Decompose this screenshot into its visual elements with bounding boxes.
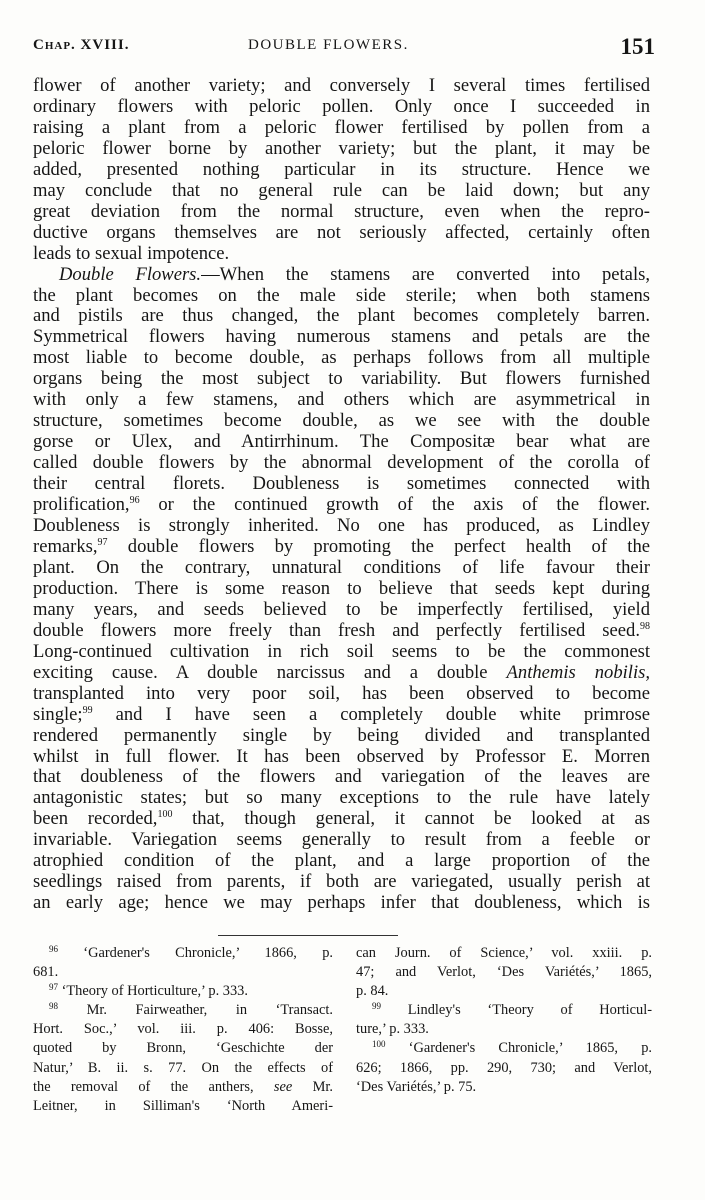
- text-line: an early age; hence we may perhaps infer that doubleness, which is: [33, 892, 650, 914]
- text-fragment: prolification,: [33, 494, 130, 516]
- footnote-line: 47; and Verlot, ‘Des Variétés,’ 1865,: [356, 964, 652, 981]
- text-line: [33, 265, 650, 286]
- text-line: their central florets. Doubleness is sometimes connected with: [33, 473, 650, 495]
- text-fragment: see: [273, 1078, 293, 1095]
- footnote-line: [33, 982, 333, 1001]
- text-line: antagonistic states; but so many exceptions to the rule have lately: [33, 787, 650, 809]
- text-line: [33, 621, 650, 642]
- footnote-line: Leitner, in Silliman's ‘North Ameri-: [33, 1097, 333, 1114]
- footnote-line: 681.: [33, 964, 59, 981]
- footnote-line: ture,’ p. 333.: [356, 1021, 429, 1038]
- text-line: ordinary flowers with peloric pollen. Only once I succeeded in: [33, 95, 650, 117]
- text-fragment: and I have seen a completely double white primrose: [92, 703, 650, 725]
- text-line: with only a few stamens, and others which are asymmetrical in: [33, 389, 650, 411]
- chapter-label: Chap. XVIII.: [33, 37, 130, 53]
- footnote-line: Hort. Soc.,’ vol. iii. p. 406: Bosse,: [33, 1021, 333, 1038]
- text-line: the plant becomes on the male side sterile; when both stamens: [33, 284, 650, 306]
- footnote-line: can Journ. of Science,’ vol. xxiii. p.: [356, 945, 652, 961]
- footnote-ref: 96: [129, 495, 140, 507]
- section-heading: Double Flowers.: [59, 263, 202, 285]
- text-fragment: or the continued growth of the axis of the flower.: [139, 494, 650, 516]
- footnote-ref: 97: [97, 536, 108, 548]
- text-fragment: —When the stamens are converted into petals,: [201, 263, 650, 285]
- text-line: ductive organs themselves are not seriously affected, certainly often: [33, 221, 650, 243]
- text-line: that doubleness of the flowers and variegation of the leaves are: [33, 766, 650, 788]
- text-line: seedlings raised from parents, if both are variegated, usually perish at: [33, 871, 650, 893]
- text-line: great deviation from the normal structure, even when the repro-: [33, 200, 650, 222]
- text-fragment: the removal of the anthers,: [33, 1078, 274, 1095]
- text-fragment: remarks,: [33, 535, 98, 557]
- footnote-number: 99: [372, 1001, 381, 1012]
- footnote-line: [356, 1001, 652, 1020]
- footnotes-left-column: [33, 944, 333, 1116]
- text-line: called double flowers by the abnormal development of the corolla of: [33, 452, 650, 474]
- text-fragment: that, though general, it cannot be looked at as: [172, 808, 650, 830]
- text-line: [33, 809, 650, 830]
- page-number: 151: [620, 34, 655, 59]
- footnote-line: quoted by Bronn, ‘Geschichte der: [33, 1040, 333, 1057]
- text-fragment: Lindley's ‘Theory of Horticul-: [381, 1002, 652, 1019]
- footnote-line: [33, 1078, 333, 1097]
- footnote-number: 96: [49, 944, 58, 954]
- text-fragment: ‘Gardener's Chronicle,’ 1866, p.: [58, 945, 333, 961]
- footnote-line: [33, 944, 333, 963]
- footnote-number: 100: [372, 1039, 386, 1050]
- text-line: raising a plant from a peloric flower fertilised by pollen from a: [33, 116, 650, 138]
- running-header: [33, 34, 655, 68]
- text-line: [33, 537, 650, 558]
- text-fragment: single;: [33, 703, 83, 725]
- footnotes-right-column: [356, 944, 652, 1097]
- footnote-number: 97: [49, 982, 58, 993]
- text-line: peloric flower borne by another variety; but the plant, it may be: [33, 137, 650, 159]
- footnote-divider: [218, 935, 398, 936]
- running-title: DOUBLE FLOWERS.: [248, 37, 409, 53]
- text-fragment: Mr.: [292, 1078, 333, 1095]
- text-line: added, presented nothing particular in its structure. Hence we: [33, 158, 650, 180]
- species-name: Anthemis nobilis,: [506, 661, 651, 683]
- text-line: production. There is some reason to believe that seeds kept during: [33, 577, 650, 599]
- text-line: plant. On the contrary, unnatural conditions of life favour their: [33, 556, 650, 578]
- footnote-line: [33, 1001, 333, 1020]
- text-line: Doubleness is strongly inherited. No one has produced, as Lindley: [33, 515, 650, 537]
- body-text: [33, 76, 650, 914]
- footnote-number: 98: [49, 1001, 58, 1012]
- text-line: transplanted into very poor soil, has been observed to become: [33, 682, 650, 704]
- footnote-line: p. 84.: [356, 983, 389, 1000]
- footnote-ref: 100: [157, 809, 173, 821]
- footnote-ref: 99: [82, 704, 93, 716]
- text-line: flower of another variety; and conversely I several times fertilised: [33, 75, 650, 96]
- text-fragment: double flowers by promoting the perfect health of the: [107, 535, 650, 557]
- text-line: Long-continued cultivation in rich soil seems to be the commonest: [33, 640, 650, 662]
- footnote-ref: 98: [640, 620, 650, 632]
- text-line: leads to sexual impotence.: [33, 242, 230, 264]
- text-line: gorse or Ulex, and Antirrhinum. The Compositæ bear what are: [33, 431, 650, 453]
- text-line: organs being the most subject to variability. But flowers furnished: [33, 368, 650, 390]
- text-line: structure, sometimes become double, as we see with the double: [33, 410, 650, 432]
- text-line: whilst in full flower. It has been observed by Professor E. Morren: [33, 745, 650, 767]
- text-fragment: double flowers more freely than fresh and perfectly fertilised seed.: [33, 619, 640, 641]
- text-fragment: Mr. Fairweather, in ‘Transact.: [58, 1002, 333, 1019]
- text-line: [33, 663, 650, 684]
- text-line: atrophied condition of the plant, and a large proportion of the: [33, 850, 650, 872]
- footnote-line: [356, 1039, 652, 1058]
- text-line: [33, 495, 650, 516]
- text-line: many years, and seeds believed to be imperfectly fertilised, yield: [33, 598, 650, 620]
- footnote-line: ‘Des Variétés,’ p. 75.: [356, 1078, 477, 1095]
- text-fragment: ‘Gardener's Chronicle,’ 1865, p.: [385, 1040, 652, 1057]
- text-fragment: ‘Theory of Horticulture,’ p. 333.: [58, 983, 248, 1000]
- text-line: may conclude that no general rule can be laid down; but any: [33, 179, 650, 201]
- footnote-line: 626; 1866, pp. 290, 730; and Verlot,: [356, 1059, 652, 1076]
- text-line: and pistils are thus changed, the plant becomes completely barren.: [33, 305, 650, 327]
- text-line: most liable to become double, as perhaps follows from all multiple: [33, 347, 650, 369]
- text-fragment: exciting cause. A double narcissus and a double: [33, 661, 507, 683]
- footnote-line: Natur,’ B. ii. s. 77. On the effects of: [33, 1059, 333, 1076]
- text-line: invariable. Variegation seems generally to result from a feeble or: [33, 829, 650, 851]
- text-line: [33, 705, 650, 726]
- text-line: Symmetrical flowers having numerous stamens and petals are the: [33, 326, 650, 348]
- text-line: rendered permanently single by being divided and transplanted: [33, 724, 650, 746]
- text-fragment: been recorded,: [33, 808, 158, 830]
